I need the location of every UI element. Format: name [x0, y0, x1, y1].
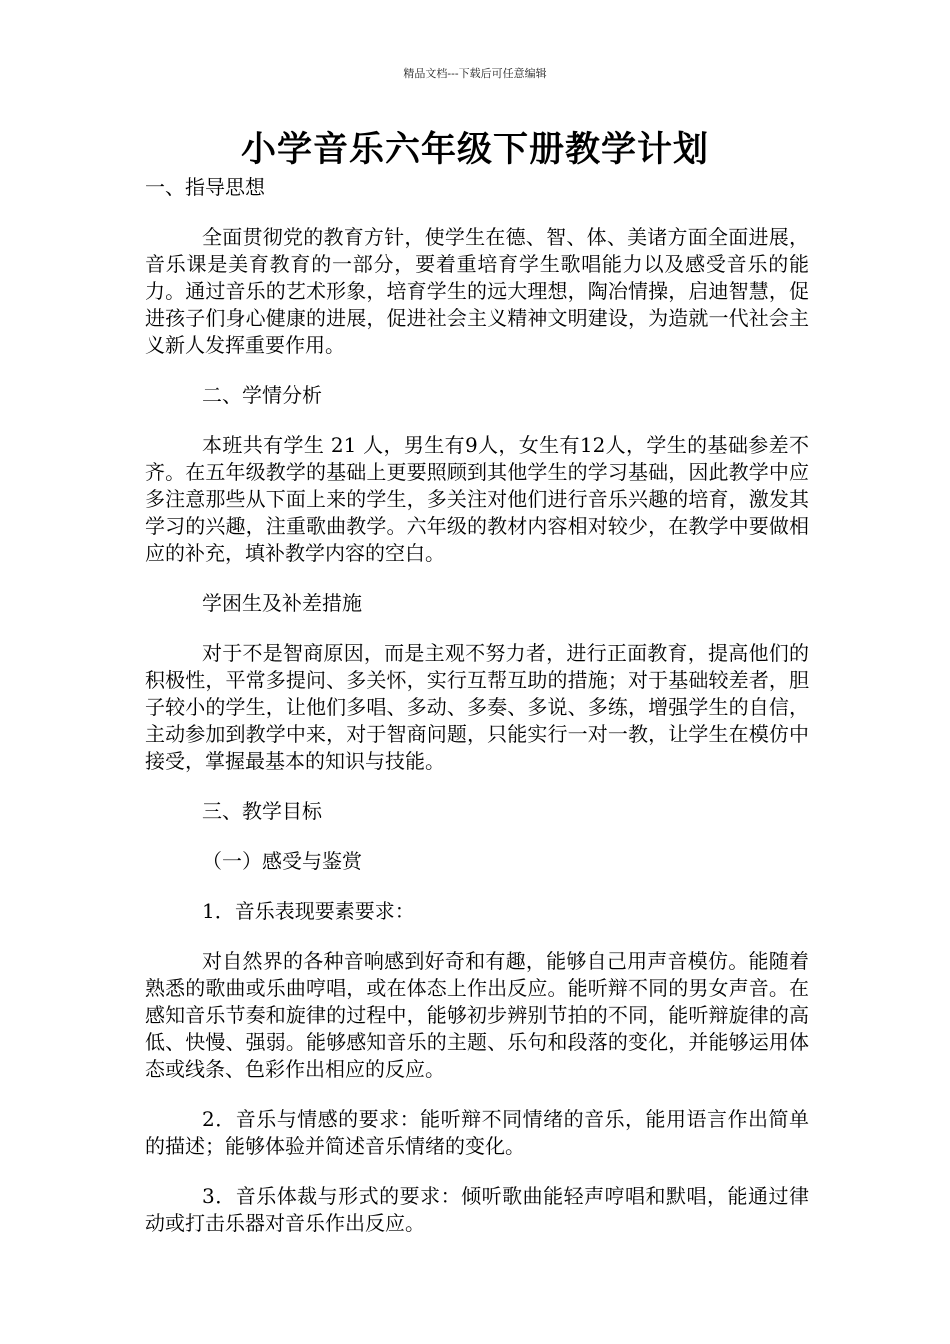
paragraph-guiding-ideology: 全面贯彻党的教育方针，使学生在德、智、体、美诸方面全面进展，音乐课是美育教育的一部分，要着重培育学生歌唱能力以及感受音乐的能力。通过音乐的艺术形象，培育学生的远大理想，陶冶情操，启迪智慧，促进孩子们身心健康的进展，促进社会主义精神文明建设，为造就一代社会主义新人发挥重要作用。: [145, 225, 809, 357]
paragraph-student-analysis: 本班共有学生 21 人，男生有9人，女生有12人，学生的基础参差不齐。在五年级教学的基础上更要照顾到其他学生的学习基础，因此教学中应多注意那些从下面上来的学生，多关注对他们进行音乐兴趣的培育，激发其学习的兴趣，注重歌曲教学。六年级的教材内容相对较少，在教学中要做相应的补充，填补教学内容的空白。: [145, 433, 809, 565]
document-body: [145, 174, 809, 1237]
document-title: 小学音乐六年级下册教学计划: [240, 129, 709, 170]
paragraph-music-elements: 对自然界的各种音响感到好奇和有趣，能够自己用声音模仿。能随着熟悉的歌曲或乐曲哼唱，或在体态上作出反应。能听辩不同的男女声音。在感知音乐节奏和旋律的过程中，能够初步辨别节拍的不同，能听辩旋律的高低、快慢、强弱。能够感知音乐的主题、乐句和段落的变化，并能够运用体态或线条、色彩作出相应的反应。: [145, 949, 809, 1081]
paragraph-remedial-measures: 对于不是智商原因，而是主观不努力者，进行正面教育，提高他们的积极性，平常多提问、多关怀，实行互帮互助的措施；对于基础较差者，胆子较小的学生，让他们多唱、多动、多奏、多说、多练，增强学生的自信，主动参加到教学中来，对于智商问题，只能实行一对一教，让学生在模仿中接受，掌握最基本的知识与技能。: [145, 641, 809, 773]
item-heading-music-elements: 1．音乐表现要素要求：: [202, 899, 415, 923]
header-note: 精品文档---下载后可任意编辑: [403, 67, 547, 80]
paragraph-music-emotion: 2．音乐与情感的要求：能听辩不同情绪的音乐，能用语言作出简单的描述；能够体验并简述音乐情绪的变化。: [145, 1107, 809, 1158]
paragraph-music-genre: 3．音乐体裁与形式的要求：倾听歌曲能轻声哼唱和默唱，能通过律动或打击乐器对音乐作出反应。: [145, 1184, 809, 1235]
section-heading-remedial-measures: 学困生及补差措施: [202, 591, 362, 615]
section-heading-student-analysis: 二、学情分析: [202, 383, 322, 407]
section-heading-teaching-goals: 三、教学目标: [202, 799, 322, 823]
section-heading-guiding-ideology: 一、指导思想: [145, 175, 265, 199]
subheading-feeling-appreciation: （一）感受与鉴赏: [202, 849, 362, 873]
